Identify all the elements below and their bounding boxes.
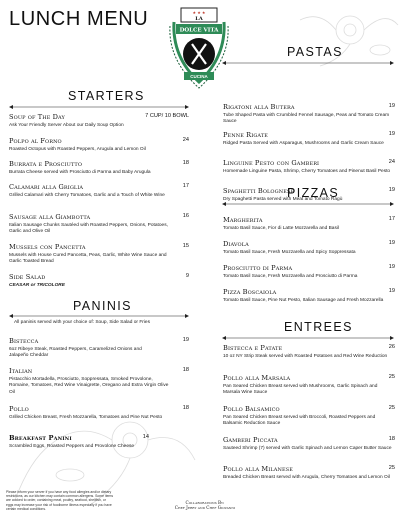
starter-item: [9, 137, 189, 153]
pizza-item: [223, 264, 393, 280]
item-description: 10 oz NY Strip Steak served with Roasted Potatoes and Red Wine Reduction: [223, 354, 388, 359]
item-description: Homemade Linguine Pasta, Shrimp, Cherry Tomatoes and Pinenut Basil Pesto: [223, 169, 391, 174]
item-description: Tomato Basil Sauce, Pine Nut Pesto, Italian Sausage and Fresh Mozzarella: [223, 298, 384, 303]
panini-item: [9, 405, 189, 421]
item-description: Tomato Basil Sauce, Fresh Mozzarella and Prosciutto di Parma: [223, 274, 358, 279]
item-price: 19: [388, 264, 395, 270]
starter-item: [9, 113, 189, 129]
item-name: Pollo Balsamico: [223, 405, 280, 413]
item-name: Bistecca e Patate: [223, 344, 283, 352]
item-description: Sauteed Shrimp (7) served with Garlic Spinach and Lemon Caper Butter Sauce: [223, 446, 392, 451]
logo-text-la: LA: [195, 16, 203, 22]
item-price: 25: [388, 405, 395, 411]
item-price: 25: [388, 465, 395, 471]
pizza-item: [223, 288, 393, 304]
item-description: Mussels with House Cured Pancetta, Peas, Garlic, White Wine Sauce and Garlic Toasted Bread: [9, 253, 167, 265]
item-description: Ask Your Friendly Server About our Daily Soup Option: [9, 123, 124, 128]
item-name: Polpo al Forno: [9, 137, 62, 145]
logo-text-cucina: CUCINA: [190, 74, 208, 79]
svg-text:★ ★ ★: ★ ★ ★: [192, 10, 206, 15]
item-name: Spaghetti Bolognese: [223, 187, 295, 195]
entree-item: [223, 344, 393, 360]
entree-item: [223, 436, 393, 452]
item-price: 19: [388, 288, 395, 294]
collab-names: Chef Jerry and Chef Giovanni: [174, 505, 236, 510]
item-price: 15: [182, 243, 189, 249]
panini-item: [9, 367, 189, 396]
paninis-divider: [9, 313, 189, 319]
pastas-heading: PASTAS: [287, 45, 343, 59]
item-price: 26: [388, 344, 395, 350]
panini-item: [9, 434, 189, 450]
item-description: Grilled Chicken Breast, Fresh Mozzarella, Tomatoes and Pine Nut Pesto: [9, 415, 163, 420]
collaboration-credit: [160, 500, 250, 510]
item-price: 24: [182, 137, 189, 143]
item-description: Pan Seared Chicken Breast served with Mushrooms, Garlic Spinach and Marsala Wine Sauce: [223, 384, 378, 396]
item-description: Dry Spaghetti Pasta served with Meat and Tomato Ragù: [223, 197, 343, 202]
item-price: 19: [182, 337, 189, 343]
item-price: 9: [185, 273, 189, 279]
item-price: 19: [388, 103, 395, 109]
pizza-item: [223, 216, 393, 232]
item-name: Prosciutto di Parma: [223, 264, 293, 272]
item-name: Margherita: [223, 216, 263, 224]
entrees-divider: [222, 335, 394, 341]
item-name: Penne Rigate: [223, 131, 269, 139]
item-name: Sausage alla Giambotta: [9, 213, 91, 221]
entree-item: [223, 465, 393, 481]
item-price: 19: [388, 187, 395, 193]
item-name: Diavola: [223, 240, 249, 248]
panini-item: [9, 337, 189, 360]
item-description: Burrata Cheese served with Prosciutto di Parma and Baby Arugula: [9, 170, 151, 175]
item-description: Scrambled Eggs, Roasted Peppers and Provolone Cheese: [9, 444, 135, 449]
restaurant-logo: [164, 2, 234, 92]
pastas-divider: [222, 60, 394, 66]
item-price: 17: [388, 216, 395, 222]
pizzas-divider: [222, 201, 394, 207]
item-name: Gamberi Piccata: [223, 436, 278, 444]
item-name: Bistecca: [9, 337, 39, 345]
item-description: Tomato Basil Sauce, Fresh Mozzarella and Spicy Soppressata: [223, 250, 356, 255]
item-price: 19: [388, 240, 395, 246]
item-name: Italian: [9, 367, 33, 375]
starters-divider: [9, 104, 189, 110]
item-name: Pollo alla Milanese: [223, 465, 293, 473]
item-price: 17: [182, 183, 189, 189]
item-name: Calamari alla Griglia: [9, 183, 84, 191]
pasta-item: [223, 103, 393, 126]
item-description: 6oz Ribeye Steak, Roasted Peppers, Caramelized Onions and Jalapeño Cheddar: [9, 347, 142, 359]
allergy-disclaimer: Please inform your server if you have any food allergies and/or dietary restrictions, as our kitchen may contain common allergens. Some items are cooked to order, containing meat, poultry, seafood, shellfish, or eggs may increase your risk of foodborne illness especially if you have certain medical conditions.: [6, 490, 114, 511]
entree-item: [223, 374, 393, 397]
item-price: 18: [388, 436, 395, 442]
item-name: Pizza Boscaiola: [223, 288, 277, 296]
item-description: Ridged Pasta Served with Asparagus, Mushrooms and Garlic Cream Sauce: [223, 141, 384, 146]
entrees-heading: ENTREES: [284, 320, 353, 334]
item-price: 25: [388, 374, 395, 380]
item-description: Pistacchio Mortadella, Prosciutto, Soppressata, Smoked Provolone, Romaine, Tomatoes, Red Wine Vinaigrette, Oregano and Extra Virgin Olive Oil: [9, 377, 169, 395]
item-name: Mussels con Pancetta: [9, 243, 86, 251]
item-description: Pan Seared Chicken Breast served with Broccoli, Roasted Peppers and Balsamic Reduction Sauce: [223, 415, 376, 427]
pasta-item: [223, 159, 393, 175]
pizza-item: [223, 240, 393, 256]
item-price: 7 CUP/ 10 BOWL: [145, 113, 189, 119]
starter-item: [9, 243, 189, 266]
item-description: Breaded Chicken Breast served with Arugula, Cherry Tomatoes and Lemon Oil: [223, 475, 390, 480]
item-description: Italian Sausage Chunks Sautéed with Roasted Peppers, Onions, Potatoes, Garlic and Olive Oil: [9, 223, 168, 235]
entree-item: [223, 405, 393, 428]
starters-heading: STARTERS: [68, 89, 145, 103]
paninis-heading: PANINIS: [73, 299, 132, 313]
item-name: Pollo: [9, 405, 29, 413]
starter-item: [9, 183, 189, 199]
item-description: Grilled Calamari with Cherry Tomatoes, Garlic and a Touch of White Wine: [9, 193, 165, 198]
item-name: Burrata e Prosciutto: [9, 160, 83, 168]
pizzas-heading: PIZZAS: [287, 186, 340, 200]
item-price: 19: [388, 131, 395, 137]
item-name: Side Salad: [9, 273, 46, 281]
item-description: Roasted Octopus with Roasted Peppers, Arugula and Lemon Oil: [9, 147, 146, 152]
starter-item: [9, 160, 189, 176]
item-description: CEASAR or TRICOLORE: [9, 283, 65, 288]
logo-text-dolce-vita: DOLCE VITA: [179, 27, 219, 34]
item-description: Tomato Basil Sauce, Fior di Latte Mozzarella and Basil: [223, 226, 339, 231]
pasta-item: [223, 131, 393, 147]
item-price: 16: [182, 213, 189, 219]
item-name: Breakfast Panini: [9, 434, 72, 442]
item-name: Linguine Pesto con Gamberi: [223, 159, 320, 167]
starter-item: [9, 213, 189, 236]
collab-label: Collaborations By:: [185, 500, 225, 505]
item-name: Pollo alla Marsala: [223, 374, 291, 382]
item-price: 14: [142, 434, 149, 440]
item-name: Soup of The Day: [9, 113, 65, 121]
starter-item: [9, 273, 189, 289]
item-price: 18: [182, 405, 189, 411]
paninis-subtitle: All paninis served with your choice of: Soup, Side Salad or Fries: [14, 320, 150, 325]
menu-title: LUNCH MENU: [9, 8, 149, 30]
item-name: Rigatoni alla Butera: [223, 103, 295, 111]
item-description: Tube Shaped Pasta with Crumbled Fennel Sausage, Peas and Tomato Cream Sauce: [223, 113, 390, 125]
item-price: 18: [182, 367, 189, 373]
item-price: 24: [388, 159, 395, 165]
item-price: 18: [182, 160, 189, 166]
